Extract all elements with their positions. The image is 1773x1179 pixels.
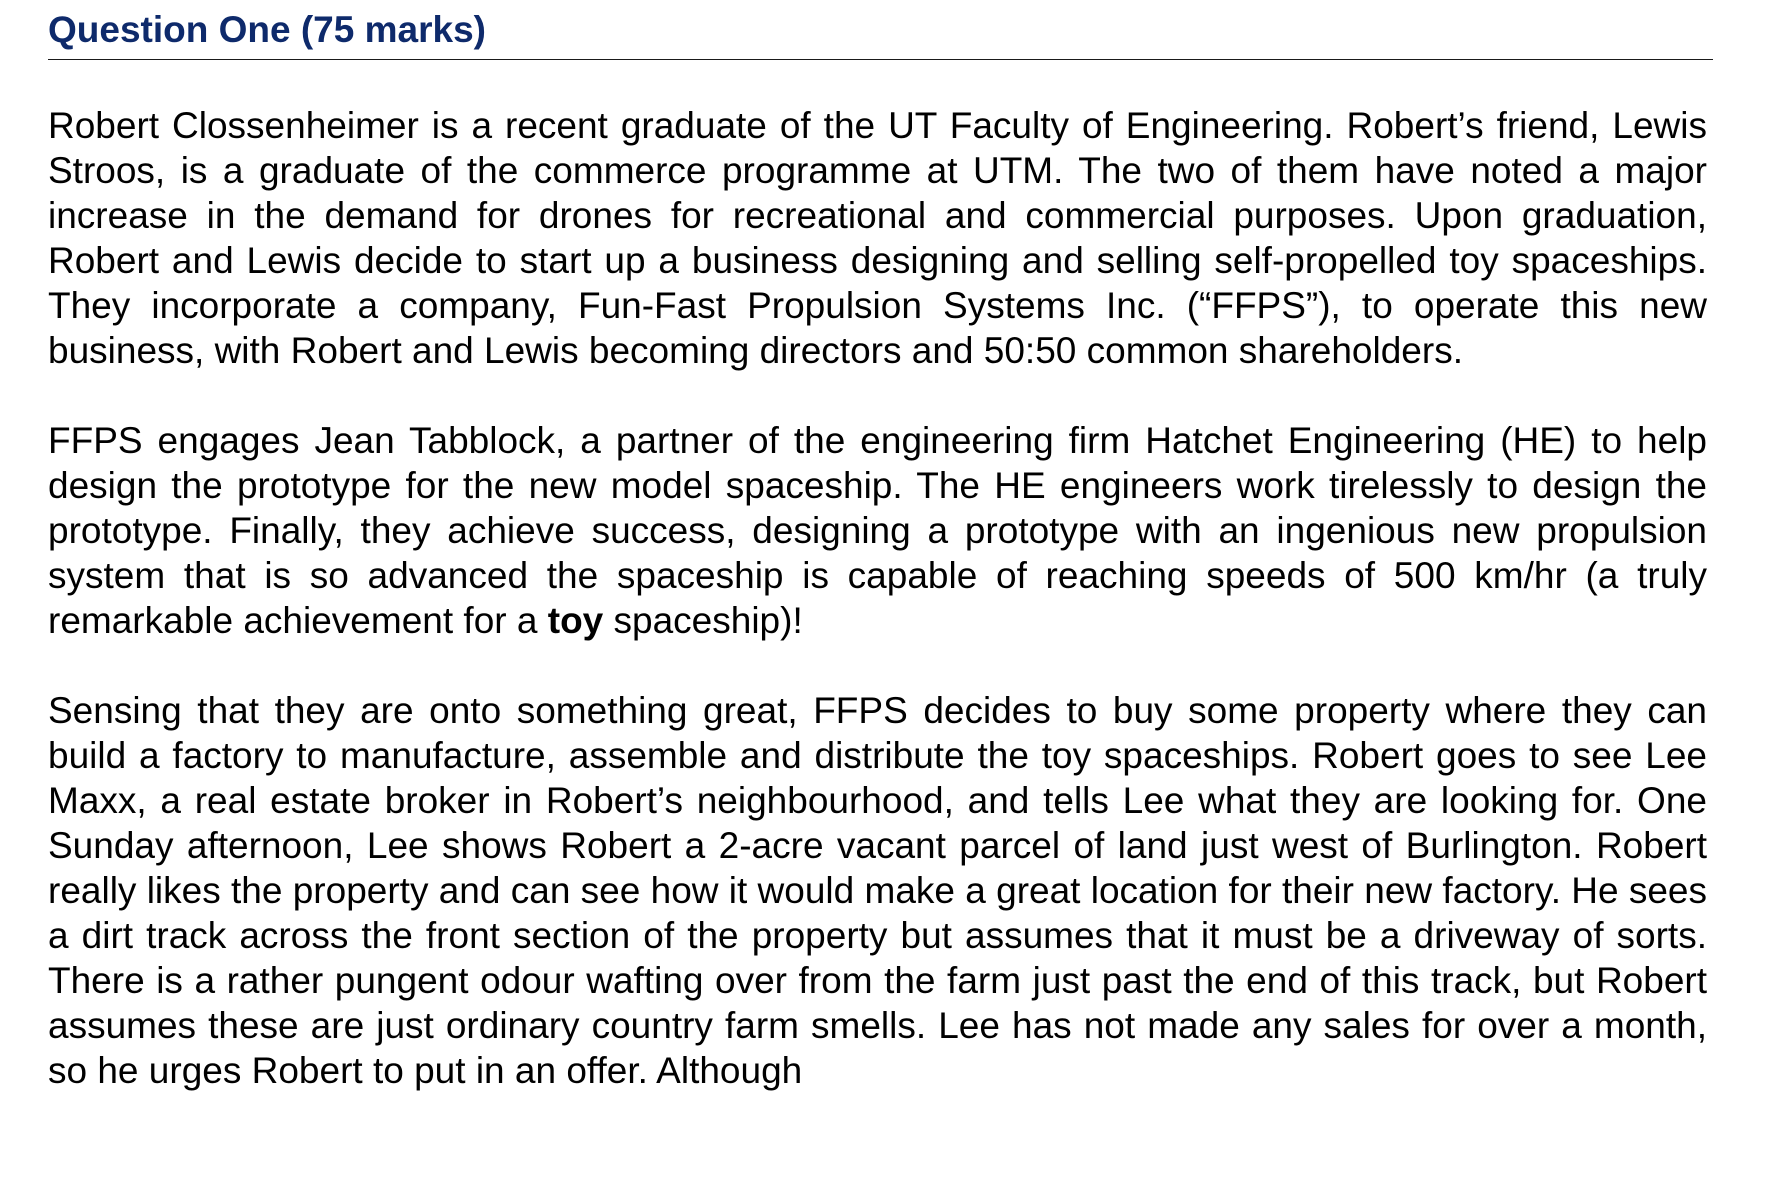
paragraph-2: [48, 418, 1707, 643]
document-page: [48, 0, 1713, 1138]
paragraph-3: Sensing that they are onto something great, FFPS decides to buy some property where they can build a factory to manufacture, assemble and distribute the toy spaceships. Robert goes to see Lee Maxx, a real estate broker in Robert’s neighbourhood, and tells Lee what they are looking for. One Sunday afternoon, Lee shows Robert a 2-acre vacant parcel of land just west of Burlington. Robert really likes the property and can see how it would make a great location for their new factory. He sees a dirt track across the front section of the property but assumes that it must be a driveway of sorts. There is a rather pungent odour wafting over from the farm just past the end of this track, but Robert assumes these are just ordinary country farm smells. Lee has not made any sales for over a month, so he urges Robert to put in an offer. Although: [48, 689, 1707, 1091]
heading-rule: [48, 0, 1713, 60]
paragraph-2-text-after: spaceship)!: [603, 599, 803, 641]
question-heading: Question One (75 marks): [48, 9, 486, 50]
paragraph-2-text-before: FFPS engages Jean Tabblock, a partner of the engineering firm Hatchet Engineering (HE) to help design the prototype for the new model spaceship. The HE engineers work tirelessly to design the prototype. Finally, they achieve success, designing a prototype with an ingenious new propulsion system that is so advanced the spaceship is capable of reaching speeds of 500 km/hr (a truly remarkable achievement for a: [48, 419, 1707, 641]
document-body: [48, 103, 1713, 1093]
paragraph-2-bold-word: toy: [547, 599, 604, 641]
paragraph-1: Robert Clossenheimer is a recent graduate of the UT Faculty of Engineering. Robert’s friend, Lewis Stroos, is a graduate of the commerce programme at UTM. The two of them have noted a major increase in the demand for drones for recreational and commercial purposes. Upon graduation, Robert and Lewis decide to start up a business designing and selling self-propelled toy spaceships. They incorporate a company, Fun-Fast Propulsion Systems Inc. (“FFPS”), to operate this new business, with Robert and Lewis becoming directors and 50:50 common shareholders.: [48, 104, 1707, 371]
